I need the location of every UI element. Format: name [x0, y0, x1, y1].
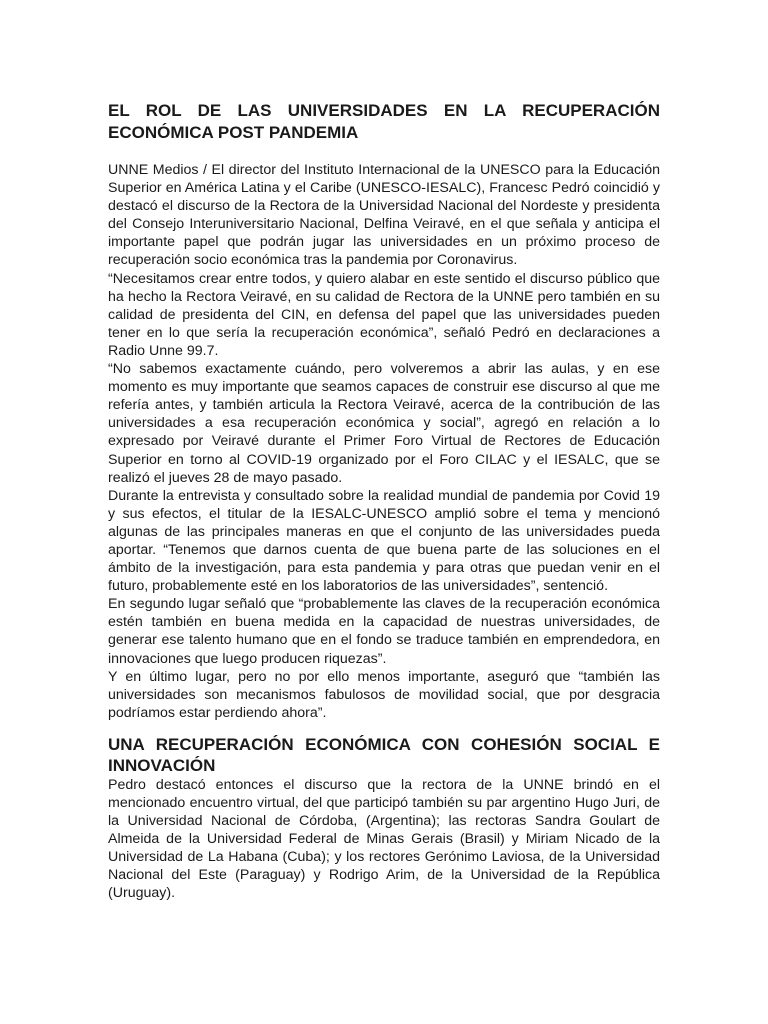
- article-title: EL ROL DE LAS UNIVERSIDADES EN LA RECUPERACIÓN ECONÓMICA POST PANDEMIA: [108, 101, 660, 142]
- paragraph-second-point: En segundo lugar señaló que “probablemente las claves de la recuperación económica estén también en buena medida en la capacidad de nuestras universidades, de generar ese talento humano que en el fondo se traduce también en emprendedora, en innovaciones que luego producen riquezas”.: [108, 596, 660, 667]
- paragraph-quote-2: “No sabemos exactamente cuándo, pero volveremos a abrir las aulas, y en ese momento es muy importante que seamos capaces de construir ese discurso al que me refería antes, y también articula la Rectora Veiravé, acerca de la contribución de las universidades a esa recuperación económica y social”, agregó en relación a lo expresado por Veiravé durante el Primer Foro Virtual de Rectores de Educación Superior en torno al COVID-19 organizado por el Foro CILAC y el IESALC, que se realizó el jueves 28 de mayo pasado.: [108, 361, 660, 486]
- paragraph-section-body: Pedro destacó entonces el discurso que la rectora de la UNNE brindó en el mencionado encuentro virtual, del que participó también su par argentino Hugo Juri, de la Universidad Nacional de Córdoba, (Argentina); las rectoras Sandra Goulart de Almeida de la Universidad Federal de Minas Gerais (Brasil) y Miriam Nicado de la Universidad de La Habana (Cuba); y los rectores Gerónimo Laviosa, de la Universidad Nacional del Este (Paraguay) y Rodrigo Arim, de la Universidad de la República (Uruguay).: [108, 776, 660, 902]
- document-page: [108, 100, 660, 903]
- paragraph-intro: UNNE Medios / El director del Instituto Internacional de la UNESCO para la Educación Superior en América Latina y el Caribe (UNESCO-IESALC), Francesc Pedró coincidió y destacó el discurso de la Rectora de la Universidad Nacional del Nordeste y presidenta del Consejo Interuniversitario Nacional, Delfina Veiravé, en el que señala y anticipa el importante papel que podrán jugar las universidades en un próximo proceso de recuperación socio económica tras la pandemia por Coronavirus.: [108, 162, 660, 269]
- paragraph-quote-1: “Necesitamos crear entre todos, y quiero alabar en este sentido el discurso público que ha hecho la Rectora Veiravé, en su calidad de Rectora de la UNNE pero también en su calidad de presidenta del CIN, en defensa del papel que las universidades pueden tener en lo que sería la recuperación económica”, señaló Pedró en declaraciones a Radio Unne 99.7.: [108, 270, 660, 359]
- paragraph-last-point: Y en último lugar, pero no por ello menos importante, aseguró que “también las universidades son mecanismos fabulosos de movilidad social, que por desgracia podríamos estar perdiendo ahora”.: [108, 668, 660, 721]
- section-heading: UNA RECUPERACIÓN ECONÓMICA CON COHESIÓN SOCIAL E INNOVACIÓN: [108, 734, 660, 775]
- paragraph-interview: Durante la entrevista y consultado sobre la realidad mundial de pandemia por Covid 19 y sus efectos, el titular de la IESALC-UNESCO amplió sobre el tema y mencionó algunas de las principales maneras en que el conjunto de las universidades pueda aportar. “Tenemos que darnos cuenta de que buena parte de las soluciones en el ámbito de la investigación, para esta pandemia y para otras que puedan venir en el futuro, probablemente esté en los laboratorios de las universidades”, sentenció.: [108, 487, 660, 595]
